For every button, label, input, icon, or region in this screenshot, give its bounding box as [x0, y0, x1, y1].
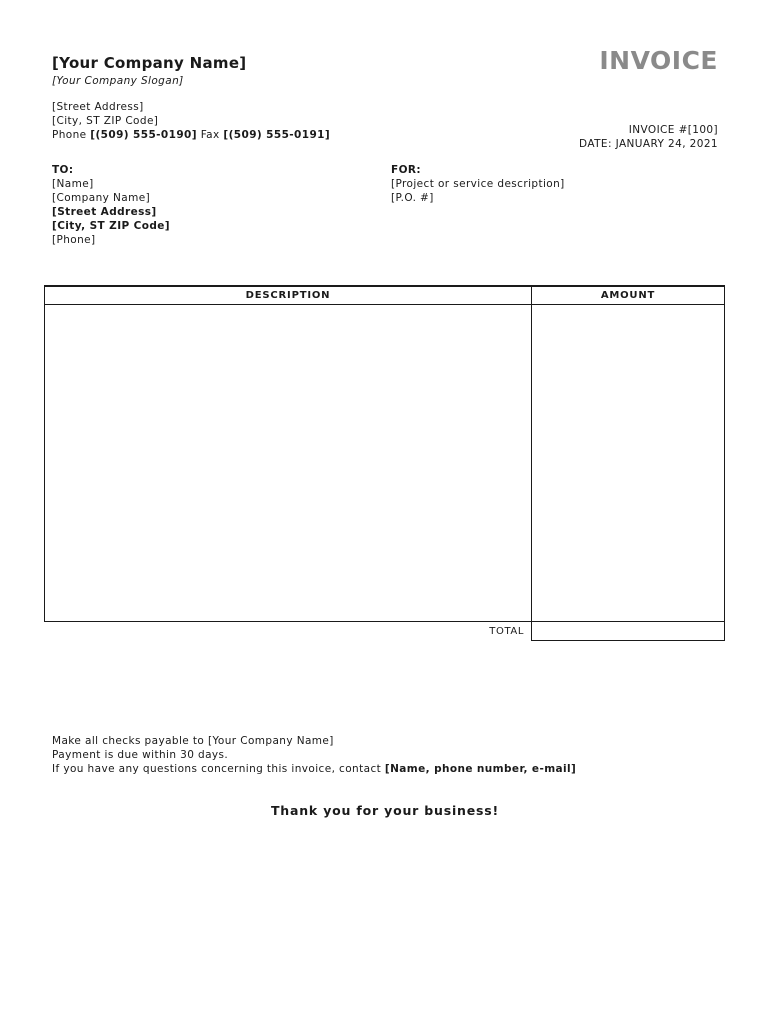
company-name: [Your Company Name]	[52, 54, 247, 72]
amount-column-header: AMOUNT	[532, 286, 725, 305]
sender-address	[52, 100, 330, 142]
invoice-number: INVOICE #[100]	[628, 124, 718, 136]
payment-due-note: Payment is due within 30 days.	[52, 749, 229, 761]
to-heading: TO:	[52, 164, 74, 176]
checks-payable-note: Make all checks payable to [Your Company Name]	[52, 735, 334, 747]
description-cell[interactable]	[45, 305, 532, 622]
company-slogan: [Your Company Slogan]	[52, 75, 184, 87]
to-phone: [Phone]	[52, 234, 96, 246]
phone-value: [(509) 555-0190]	[90, 129, 197, 141]
sender-street: [Street Address]	[52, 101, 144, 113]
fax-label: Fax	[200, 129, 220, 141]
questions-contact: [Name, phone number, e-mail]	[384, 763, 577, 775]
invoice-meta	[579, 123, 718, 151]
line-items-table	[44, 285, 725, 641]
sender-contact	[52, 128, 330, 142]
phone-label: Phone	[52, 129, 87, 141]
amount-cell[interactable]	[532, 305, 725, 622]
to-city: [City, ST ZIP Code]	[52, 220, 171, 232]
to-company: [Company Name]	[52, 192, 151, 204]
bill-to-block	[52, 163, 170, 247]
questions-prefix: If you have any questions concerning this invoice, contact	[52, 763, 385, 775]
for-po: [P.O. #]	[391, 192, 434, 204]
for-heading: FOR:	[391, 164, 421, 176]
table-header-row	[45, 286, 725, 305]
to-street: [Street Address]	[52, 206, 157, 218]
description-column-header: DESCRIPTION	[45, 286, 532, 305]
total-value-cell[interactable]	[532, 622, 725, 641]
for-block	[391, 163, 565, 205]
fax-value: [(509) 555-0191]	[223, 129, 331, 141]
invoice-title: INVOICE	[599, 46, 718, 75]
total-row	[45, 622, 725, 641]
thank-you-message: Thank you for your business!	[270, 803, 500, 818]
for-description: [Project or service description]	[391, 178, 565, 190]
payment-terms	[52, 734, 576, 776]
questions-note	[52, 762, 576, 776]
to-name: [Name]	[52, 178, 94, 190]
sender-city: [City, ST ZIP Code]	[52, 115, 159, 127]
total-label: TOTAL	[489, 625, 524, 637]
table-body-row	[45, 305, 725, 622]
invoice-date: DATE: JANUARY 24, 2021	[579, 138, 718, 150]
